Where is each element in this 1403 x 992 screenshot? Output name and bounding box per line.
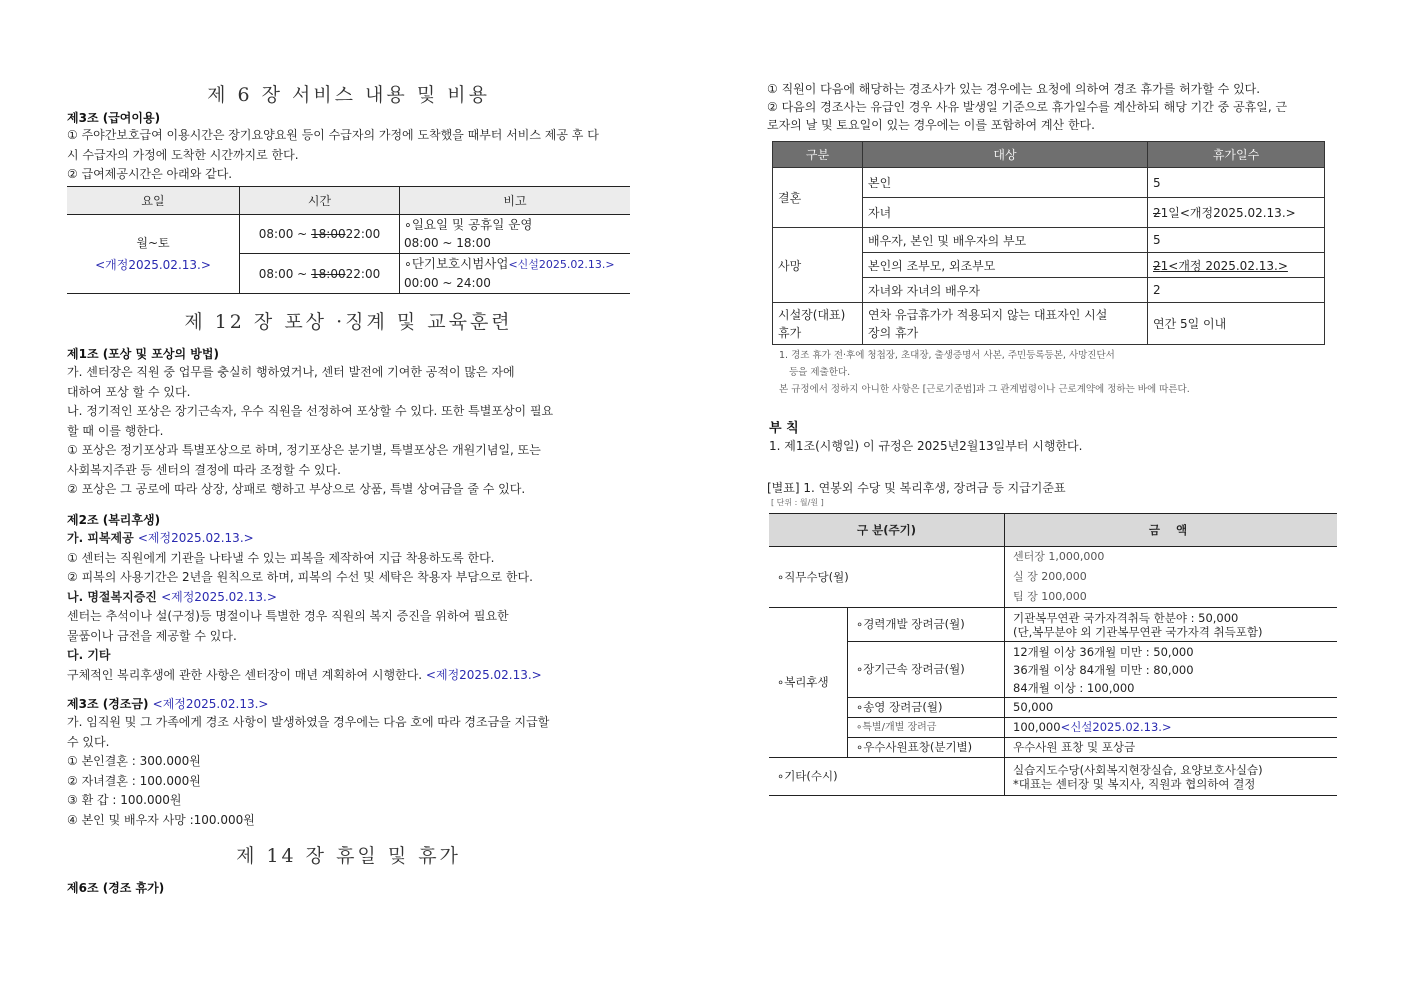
paragraph: 할 때 이를 행한다.	[67, 423, 164, 438]
table-cell: 2	[1148, 278, 1325, 303]
cell-line: 장의 휴가	[868, 325, 919, 340]
footnote: 등을 제출한다.	[789, 367, 851, 378]
table-header: 비고	[400, 187, 631, 215]
days-old: 2	[1153, 258, 1161, 273]
cell-value: 100,000	[1013, 720, 1061, 734]
table-header: 휴가일수	[1148, 142, 1325, 168]
time-new: 22:00	[345, 227, 381, 241]
cell-line: 팀 장 100,000	[1013, 590, 1087, 603]
paragraph: 1. 제1조(시행일) 이 규정은 2025년2월13일부터 시행한다.	[769, 439, 1083, 453]
paragraph: ② 급여제공시간은 아래와 같다.	[67, 167, 233, 181]
paragraph: 수 있다.	[67, 734, 110, 749]
table-cell: 우수사원 표창 및 포상금	[1005, 738, 1338, 758]
paragraph: ① 센터는 직원에게 기관을 나타낼 수 있는 피복을 제작하여 지급 착용하도록 한다.	[67, 550, 495, 565]
note-line: ∘일요일 및 공휴일 운영	[404, 217, 533, 232]
table-header: 대상	[863, 142, 1148, 168]
article-1-title: 제1조 (포상 및 포상의 방법)	[67, 347, 219, 361]
table-cell: 사망	[773, 228, 863, 303]
benefits-table	[769, 513, 1337, 796]
note-line: 00:00 ~ 24:00	[404, 276, 491, 290]
paragraph: 가. 임직원 및 그 가족에게 경조 사항이 발생하였을 경우에는 다음 호에 따라 경조금을 지급할	[67, 715, 550, 729]
revision-note: <신설2025.02.13.>	[1060, 720, 1172, 734]
table-cell: 5	[1148, 228, 1325, 253]
chapter-14-title: 제 14 장 휴일 및 휴가	[236, 845, 461, 867]
table-cell	[1148, 253, 1325, 278]
time-old: 18:00	[311, 266, 346, 281]
table-cell	[400, 254, 631, 294]
table-cell: 자녀	[863, 198, 1148, 228]
table-header: 구 분(주기)	[769, 514, 1005, 547]
cell-line: 실습지도수당(사회복지현장실습, 요양보호사실습)	[1013, 762, 1263, 777]
time-new: 22:00	[345, 266, 381, 281]
paragraph: ④ 본인 및 배우자 사망 :100.000원	[67, 812, 255, 827]
leave-table	[772, 141, 1325, 345]
subsection-title: 나. 명절복지증진	[67, 589, 162, 604]
subsection-title: 다. 기타	[67, 648, 111, 662]
footnote: 본 규정에서 정하지 아니한 사항은 [근로기준법]과 그 관계법령이나 근로계약에 정하는 바에 따른다.	[779, 384, 1190, 395]
paragraph: 시 수급자의 가정에 도착한 시간까지로 한다.	[67, 147, 299, 162]
table-cell	[240, 215, 400, 254]
revision-note: <제정2025.02.13.>	[137, 531, 254, 545]
cell-line: 84개월 이상 : 100,000	[1013, 680, 1135, 695]
cell-line: 센터장 1,000,000	[1013, 550, 1105, 563]
paragraph: ② 피복의 사용기간은 2년을 원칙으로 하며, 피복의 수선 및 세탁은 착용자 부담으로 한다.	[67, 570, 533, 584]
revision-note: <제정2025.02.13.>	[152, 697, 269, 711]
cell-line: 휴가	[778, 325, 802, 340]
table-cell: 본인	[863, 168, 1148, 198]
table-cell: 본인의 조부모, 외조부모	[863, 253, 1148, 278]
paragraph: 가. 센터장은 직원 중 업무를 충실히 행하였거나, 센터 발전에 기여한 공적이 많은 자에	[67, 365, 515, 379]
subsection-title: 가. 피복제공	[67, 531, 138, 545]
table-cell	[1005, 718, 1338, 738]
table-cell: 배우자, 본인 및 배우자의 부모	[863, 228, 1148, 253]
footnote: 1. 경조 휴가 전·후에 청첩장, 초대장, 출생증명서 사본, 주민등록등본, 사망진단서	[779, 350, 1115, 361]
table-cell	[67, 215, 240, 294]
chapter-6-title: 제 6 장 서비스 내용 및 비용	[207, 84, 490, 106]
table-cell	[240, 254, 400, 294]
days-old: 2	[1153, 206, 1161, 220]
table-cell: 연간 5일 이내	[1148, 303, 1325, 345]
paragraph: ③ 환 갑 : 100.000원	[67, 793, 182, 807]
table-cell	[1005, 642, 1338, 698]
table-header: 요일	[67, 187, 240, 215]
table-cell	[1005, 608, 1338, 642]
time-start: 08:00 ~	[258, 266, 312, 281]
table-cell: ∘우수사원표창(분기별)	[848, 738, 1005, 758]
days-new: 1일<개정2025.02.13.>	[1160, 206, 1296, 220]
table-cell: 결혼	[773, 168, 863, 228]
table-header: 금 액	[1005, 514, 1338, 547]
table-cell	[400, 215, 631, 254]
paragraph: ② 다음의 경조사는 유급인 경우 사유 발생일 기준으로 휴가일수를 계산하되 해당 기간 중 공휴일, 근	[767, 100, 1288, 114]
article-3-benefit-title: 제3조 (경조금)	[67, 697, 153, 711]
paragraph: ② 포상은 그 공로에 따라 상장, 상패로 행하고 부상으로 상품, 특별 상여금을 줄 수 있다.	[67, 482, 526, 496]
table-cell	[1005, 547, 1338, 608]
table-header: 시간	[240, 187, 400, 215]
table-cell	[863, 303, 1148, 345]
table-cell: 5	[1148, 168, 1325, 198]
supplementary-title: 부 칙	[769, 421, 799, 436]
table-cell	[1005, 758, 1338, 796]
paragraph: ① 직원이 다음에 해당하는 경조사가 있는 경우에는 요청에 의하여 경조 휴가를 허가할 수 있다.	[767, 82, 1261, 96]
paragraph: 나. 정기적인 포상은 장기근속자, 우수 직원을 선정하여 포상할 수 있다. 또한 특별포상이 필요	[67, 404, 554, 418]
time-start: 08:00 ~	[258, 227, 312, 241]
paragraph: 물품이나 금전을 제공할 수 있다.	[67, 628, 237, 643]
article-6-title: 제6조 (경조 휴가)	[67, 881, 165, 895]
table-cell: 50,000	[1005, 698, 1338, 718]
article-3-title: 제3조 (급여이용)	[67, 111, 161, 125]
appendix-caption: [별표] 1. 연봉외 수당 및 복리후생, 장려금 등 지급기준표	[767, 481, 1066, 495]
note-line: 08:00 ~ 18:00	[404, 236, 491, 250]
cell-line: *대표는 센터장 및 복지사, 직원과 협의하여 결정	[1013, 776, 1256, 791]
cell-line: (단,복무분야 외 기관복무연관 국가자격 취득포함)	[1013, 624, 1263, 639]
note-line: ∘단기보호시범사업	[404, 256, 509, 271]
paragraph: 센터는 추석이나 설(구정)등 명절이나 특별한 경우 직원의 복지 증진을 위하여 필요한	[67, 609, 509, 623]
paragraph: 사회복지주관 등 센터의 결정에 따라 조정할 수 있다.	[67, 462, 341, 477]
paragraph: ② 자녀결혼 : 100.000원	[67, 773, 201, 788]
revision-note: <제정2025.02.13.>	[425, 667, 542, 682]
table-cell: ∘직무수당(월)	[769, 547, 1005, 608]
unit-label: [ 단위 : 월/원 ]	[771, 498, 824, 507]
table-cell: ∘기타(수시)	[769, 758, 1005, 796]
table-cell: 자녀와 자녀의 배우자	[863, 278, 1148, 303]
table-cell	[1148, 198, 1325, 228]
time-old: 18:00	[311, 227, 346, 241]
schedule-table	[67, 186, 630, 294]
table-cell	[773, 303, 863, 345]
paragraph: ① 포상은 정기포상과 특별포상으로 하며, 정기포상은 분기별, 특별포상은 개원기념일, 또는	[67, 443, 541, 457]
cell-line: 12개월 이상 36개월 미만 : 50,000	[1013, 644, 1194, 659]
table-cell: ∘경력개발 장려금(월)	[848, 608, 1005, 642]
cell-line: 실 장 200,000	[1013, 570, 1087, 583]
table-cell: ∘특별/개별 장려금	[848, 718, 1005, 738]
paragraph: 구체적인 복리후생에 관한 사항은 센터장이 매년 계획하여 시행한다.	[67, 667, 426, 682]
cell-line: 기관복무연관 국가자격취득 한분야 : 50,000	[1013, 610, 1239, 625]
table-header: 구분	[773, 142, 863, 168]
table-cell: ∘장기근속 장려금(월)	[848, 642, 1005, 698]
cell-line: 36개월 이상 84개월 미만 : 80,000	[1013, 662, 1194, 677]
cell-line: 시설장(대표)	[778, 307, 846, 322]
paragraph: ① 본인결혼 : 300.000원	[67, 754, 201, 768]
table-cell: ∘복리후생	[769, 608, 848, 758]
revision-note: <개정2025.02.13.>	[95, 258, 211, 272]
days-new: 1<개정 2025.02.13.>	[1160, 258, 1288, 273]
revision-note: <신설2025.02.13.>	[508, 258, 615, 271]
chapter-12-title: 제 12 장 포상 ·징계 및 교육훈련	[184, 311, 513, 333]
article-2-title: 제2조 (복리후생)	[67, 513, 161, 527]
cell-line: 연차 유급휴가가 적용되지 않는 대표자인 시설	[868, 307, 1108, 322]
paragraph: 대하여 포상 할 수 있다.	[67, 384, 191, 399]
paragraph: ① 주야간보호급여 이용시간은 장기요양요원 등이 수급자의 가정에 도착했을 때부터 서비스 제공 후 다	[67, 128, 599, 142]
table-cell: ∘송영 장려금(월)	[848, 698, 1005, 718]
revision-note: <제정2025.02.13.>	[161, 589, 277, 604]
paragraph: 로자의 날 및 토요일이 있는 경우에는 이를 포함하여 계산 한다.	[767, 118, 1095, 132]
day-value: 월~토	[136, 236, 170, 250]
